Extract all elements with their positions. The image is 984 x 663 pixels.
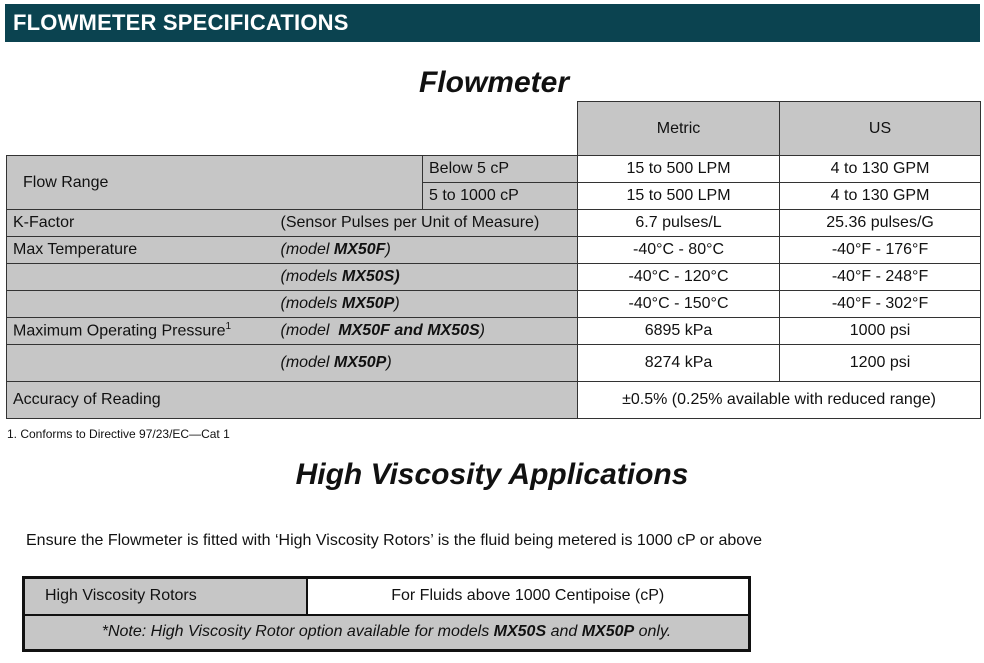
flowmeter-heading: Flowmeter [418, 66, 570, 99]
model-name: MX50F [333, 241, 386, 258]
us-value: -40°F - 302°F [780, 291, 981, 318]
flow-range-condition: 5 to 1000 cP [423, 183, 578, 210]
model-suffix: ) [385, 241, 391, 258]
accuracy-value: ±0.5% (0.25% available with reduced range) [578, 382, 981, 419]
model-note [275, 264, 578, 291]
table-row [24, 578, 750, 615]
note-text: and [546, 623, 582, 641]
metric-value: 15 to 500 LPM [578, 156, 780, 183]
model-name: MX50S [493, 623, 547, 641]
us-value: 4 to 130 GPM [780, 183, 981, 210]
model-name: MX50P [581, 623, 635, 641]
model-name: MX50P [341, 295, 395, 312]
max-pressure-label [7, 318, 275, 345]
table-row [7, 345, 981, 382]
page-banner: FLOWMETER SPECIFICATIONS [5, 4, 980, 42]
footnote: 1. Conforms to Directive 97/23/EC—Cat 1 [7, 427, 230, 441]
metric-value: -40°C - 120°C [578, 264, 780, 291]
table-row [24, 615, 750, 651]
model-prefix: (models [280, 295, 342, 312]
note-text: *Note: High Viscosity Rotor option available for models [101, 623, 494, 641]
us-value: 25.36 pulses/G [780, 210, 981, 237]
model-prefix: (model [280, 241, 334, 258]
metric-value: 6895 kPa [578, 318, 780, 345]
metric-value: -40°C - 80°C [578, 237, 780, 264]
us-value: -40°F - 248°F [780, 264, 981, 291]
table-row [7, 318, 981, 345]
metric-value: 15 to 500 LPM [578, 183, 780, 210]
max-pressure-text: Maximum Operating Pressure [13, 322, 226, 340]
metric-value: -40°C - 150°C [578, 291, 780, 318]
model-note [275, 291, 578, 318]
model-suffix: ) [394, 295, 400, 312]
k-factor-description: (Sensor Pulses per Unit of Measure) [275, 210, 578, 237]
model-note [275, 318, 578, 345]
model-name: MX50F and MX50S [338, 322, 480, 339]
model-name: MX50P [333, 354, 387, 371]
us-header: US [780, 102, 981, 156]
model-suffix: ) [479, 322, 485, 339]
viscosity-option-note [24, 615, 750, 651]
viscosity-rotors-value: For Fluids above 1000 Centipoise (cP) [307, 578, 750, 615]
accuracy-label: Accuracy of Reading [7, 382, 578, 419]
model-note [275, 345, 578, 382]
us-value: 4 to 130 GPM [780, 156, 981, 183]
model-suffix: ) [386, 354, 392, 371]
table-row [7, 264, 981, 291]
model-prefix: (model [280, 322, 339, 339]
footnote-marker: 1 [225, 321, 232, 333]
viscosity-instruction: Ensure the Flowmeter is fitted with ‘High Viscosity Rotors’ is the fluid being metered is 1000 cP or above [26, 532, 763, 549]
model-prefix: (models [280, 268, 342, 285]
us-value: 1000 psi [780, 318, 981, 345]
us-value: -40°F - 176°F [780, 237, 981, 264]
flow-range-label: Flow Range [7, 156, 423, 210]
note-text: only. [634, 623, 672, 641]
model-note [275, 237, 578, 264]
table-row [7, 237, 981, 264]
viscosity-rotors-label: High Viscosity Rotors [24, 578, 307, 615]
header-row [7, 102, 981, 156]
flow-range-condition: Below 5 cP [423, 156, 578, 183]
viscosity-heading: High Viscosity Applications [295, 458, 689, 491]
table-row [7, 210, 981, 237]
viscosity-table [22, 576, 751, 652]
table-row [7, 382, 981, 419]
table-row [7, 156, 981, 183]
metric-value: 6.7 pulses/L [578, 210, 780, 237]
k-factor-label: K-Factor [7, 210, 275, 237]
flowmeter-spec-table [6, 101, 981, 419]
max-temperature-label: Max Temperature [7, 237, 275, 264]
metric-value: 8274 kPa [578, 345, 780, 382]
us-value: 1200 psi [780, 345, 981, 382]
metric-header: Metric [578, 102, 780, 156]
model-name: MX50S) [341, 268, 400, 285]
table-row [7, 291, 981, 318]
model-prefix: (model [280, 354, 334, 371]
